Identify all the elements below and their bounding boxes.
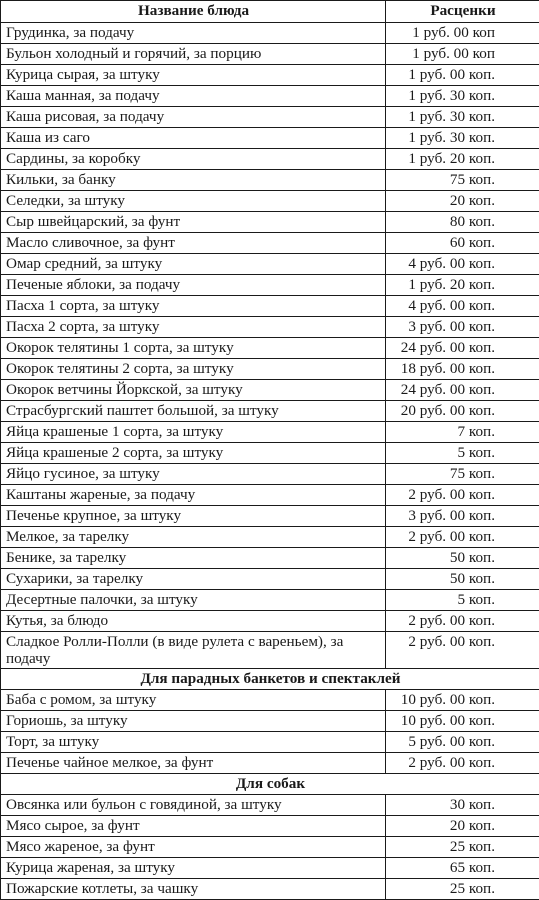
table-row — [1, 296, 539, 317]
table-row — [1, 443, 539, 464]
price-cell: 20 коп. — [386, 191, 539, 212]
table-row — [1, 795, 539, 816]
dish-name-cell: Яйца крашеные 1 сорта, за штуку — [1, 422, 386, 443]
table-row — [1, 128, 539, 149]
table-row — [1, 275, 539, 296]
dish-name-cell: Пасха 2 сорта, за штуку — [1, 317, 386, 338]
table-row — [1, 711, 539, 732]
price-cell: 1 руб. 00 коп — [386, 23, 539, 44]
price-cell: 75 коп. — [386, 464, 539, 485]
section-header-row — [1, 669, 539, 690]
price-cell: 1 руб. 30 коп. — [386, 128, 539, 149]
dish-name-cell: Овсянка или бульон с говядиной, за штуку — [1, 795, 386, 816]
price-cell: 3 руб. 00 коп. — [386, 317, 539, 338]
dish-name-cell: Каша манная, за подачу — [1, 86, 386, 107]
table-row — [1, 858, 539, 879]
price-cell: 30 коп. — [386, 795, 539, 816]
dish-name-cell: Грудинка, за подачу — [1, 23, 386, 44]
dish-name-cell: Яйца крашеные 2 сорта, за штуку — [1, 443, 386, 464]
table-row — [1, 422, 539, 443]
dish-name-cell: Баба с ромом, за штуку — [1, 690, 386, 711]
table-header-row — [1, 1, 539, 23]
price-cell: 24 руб. 00 коп. — [386, 380, 539, 401]
price-cell: 2 руб. 00 коп. — [386, 485, 539, 506]
dish-name-cell: Сладкое Ролли-Полли (в виде рулета с вареньем), за подачу — [1, 632, 386, 669]
price-cell: 18 руб. 00 коп. — [386, 359, 539, 380]
table-row — [1, 254, 539, 275]
dish-name-cell: Сардины, за коробку — [1, 149, 386, 170]
section-header-row — [1, 774, 539, 795]
table-row — [1, 569, 539, 590]
dish-name-cell: Сухарики, за тарелку — [1, 569, 386, 590]
price-cell: 7 коп. — [386, 422, 539, 443]
price-cell: 4 руб. 00 коп. — [386, 296, 539, 317]
dish-name-cell: Беникe, за тарелку — [1, 548, 386, 569]
dish-name-cell: Кильки, за банку — [1, 170, 386, 191]
table-row — [1, 816, 539, 837]
dish-name-cell: Курица сырая, за штуку — [1, 65, 386, 86]
dish-name-cell: Гориошь, за штуку — [1, 711, 386, 732]
dish-name-cell: Бульон холодный и горячий, за порцию — [1, 44, 386, 65]
price-cell: 10 руб. 00 коп. — [386, 711, 539, 732]
table-row — [1, 548, 539, 569]
dish-name-cell: Десертные палочки, за штуку — [1, 590, 386, 611]
price-cell: 65 коп. — [386, 858, 539, 879]
dish-name-cell: Каштаны жареные, за подачу — [1, 485, 386, 506]
table-row — [1, 86, 539, 107]
price-cell: 25 коп. — [386, 879, 539, 900]
table-row — [1, 191, 539, 212]
table-row — [1, 317, 539, 338]
table-row — [1, 611, 539, 632]
price-cell: 5 коп. — [386, 443, 539, 464]
price-cell: 4 руб. 00 коп. — [386, 254, 539, 275]
dish-name-cell: Кутья, за блюдо — [1, 611, 386, 632]
dish-name-cell: Печенье крупное, за штуку — [1, 506, 386, 527]
price-cell: 50 коп. — [386, 548, 539, 569]
dish-name-cell: Яйцо гусиное, за штуку — [1, 464, 386, 485]
table-row — [1, 837, 539, 858]
table-row — [1, 212, 539, 233]
table-row — [1, 44, 539, 65]
price-cell: 20 руб. 00 коп. — [386, 401, 539, 422]
dish-name-cell: Масло сливочное, за фунт — [1, 233, 386, 254]
table-row — [1, 527, 539, 548]
table-row — [1, 690, 539, 711]
table-row — [1, 753, 539, 774]
table-row — [1, 233, 539, 254]
table-row — [1, 732, 539, 753]
table-row — [1, 107, 539, 128]
dish-name-cell: Страсбургский паштет большой, за штуку — [1, 401, 386, 422]
dish-name-cell: Пасха 1 сорта, за штуку — [1, 296, 386, 317]
table-row — [1, 338, 539, 359]
price-cell: 60 коп. — [386, 233, 539, 254]
section-title: Для парадных банкетов и спектаклей — [1, 669, 539, 690]
price-cell: 50 коп. — [386, 569, 539, 590]
dish-name-cell: Мясо жареное, за фунт — [1, 837, 386, 858]
table-row — [1, 506, 539, 527]
table-row — [1, 485, 539, 506]
dish-name-cell: Торт, за штуку — [1, 732, 386, 753]
price-cell: 24 руб. 00 коп. — [386, 338, 539, 359]
dish-name-cell: Мясо сырое, за фунт — [1, 816, 386, 837]
dish-name-cell: Печенье чайное мелкое, за фунт — [1, 753, 386, 774]
dish-name-cell: Омар средний, за штуку — [1, 254, 386, 275]
table-row — [1, 464, 539, 485]
price-cell: 2 руб. 00 коп. — [386, 632, 539, 669]
dish-name-cell: Печеные яблоки, за подачу — [1, 275, 386, 296]
table-row — [1, 632, 539, 669]
table-row — [1, 359, 539, 380]
column-header-name: Название блюда — [1, 1, 386, 23]
table-row — [1, 380, 539, 401]
price-cell: 1 руб. 00 коп — [386, 44, 539, 65]
price-cell: 3 руб. 00 коп. — [386, 506, 539, 527]
table-row — [1, 879, 539, 900]
price-cell: 5 руб. 00 коп. — [386, 732, 539, 753]
section-title: Для собак — [1, 774, 539, 795]
dish-name-cell: Мелкое, за тарелку — [1, 527, 386, 548]
price-cell: 2 руб. 00 коп. — [386, 527, 539, 548]
price-cell: 5 коп. — [386, 590, 539, 611]
table-row — [1, 590, 539, 611]
table-row — [1, 65, 539, 86]
price-cell: 80 коп. — [386, 212, 539, 233]
dish-name-cell: Каша из саго — [1, 128, 386, 149]
dish-name-cell: Пожарские котлеты, за чашку — [1, 879, 386, 900]
price-cell: 1 руб. 30 коп. — [386, 107, 539, 128]
table-row — [1, 401, 539, 422]
dish-name-cell: Курица жареная, за штуку — [1, 858, 386, 879]
table-row — [1, 170, 539, 191]
price-cell: 1 руб. 20 коп. — [386, 275, 539, 296]
price-cell: 20 коп. — [386, 816, 539, 837]
price-cell: 1 руб. 30 коп. — [386, 86, 539, 107]
column-header-price: Расценки — [386, 1, 539, 23]
price-cell: 10 руб. 00 коп. — [386, 690, 539, 711]
table-row — [1, 149, 539, 170]
dish-name-cell: Каша рисовая, за подачу — [1, 107, 386, 128]
dish-name-cell: Сыр швейцарский, за фунт — [1, 212, 386, 233]
dish-name-cell: Окорок телятины 1 сорта, за штуку — [1, 338, 386, 359]
price-cell: 25 коп. — [386, 837, 539, 858]
table-body — [1, 23, 539, 900]
price-cell: 2 руб. 00 коп. — [386, 611, 539, 632]
dish-name-cell: Окорок телятины 2 сорта, за штуку — [1, 359, 386, 380]
price-cell: 1 руб. 20 коп. — [386, 149, 539, 170]
dish-name-cell: Селедки, за штуку — [1, 191, 386, 212]
price-cell: 2 руб. 00 коп. — [386, 753, 539, 774]
price-cell: 1 руб. 00 коп. — [386, 65, 539, 86]
table-row — [1, 23, 539, 44]
price-cell: 75 коп. — [386, 170, 539, 191]
dish-name-cell: Окорок ветчины Йоркской, за штуку — [1, 380, 386, 401]
